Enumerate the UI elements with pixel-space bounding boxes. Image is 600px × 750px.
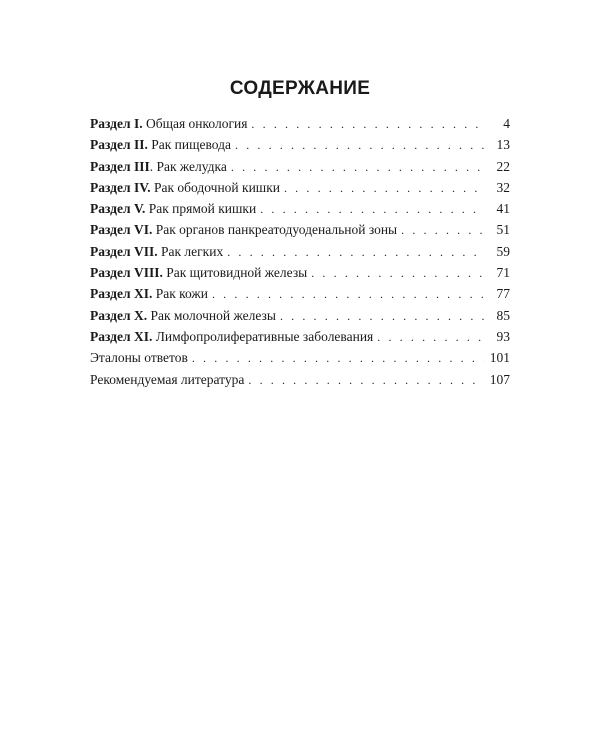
- toc-entry-section-4[interactable]: [90, 177, 510, 198]
- toc-entry-label: [90, 156, 227, 177]
- toc-section-number: Раздел X.: [90, 307, 148, 323]
- toc-entry-label: [90, 198, 256, 219]
- toc-section-number: Раздел III: [90, 158, 150, 174]
- toc-page-number: 51: [496, 222, 510, 238]
- dot-leader: [377, 327, 484, 348]
- toc-section-title: Общая онкология: [145, 116, 248, 131]
- toc-section-number: Раздел IV.: [90, 179, 151, 195]
- toc-section-number: Раздел II.: [90, 137, 148, 153]
- toc-section-number: Раздел XI.: [90, 286, 153, 302]
- toc-section-title: . Рак желудка: [149, 158, 227, 174]
- toc-entry-label: [90, 134, 231, 155]
- toc-section-number: Раздел V.: [90, 201, 146, 217]
- dot-leader: [235, 135, 484, 156]
- toc-section-title: Рак органов панкреатодуоденальной зоны: [155, 222, 398, 238]
- toc-entry-section-2[interactable]: [90, 134, 510, 155]
- dot-leader: [251, 114, 484, 135]
- dot-leader: [248, 370, 484, 391]
- toc-page-number: 32: [496, 179, 510, 195]
- toc-page-number: 107: [489, 371, 510, 387]
- toc-section-title: Рак кожи: [155, 286, 208, 302]
- toc-entry-section-1[interactable]: [90, 113, 510, 134]
- toc-entry-section-3[interactable]: [90, 156, 510, 177]
- toc-entry-label: [90, 283, 208, 304]
- toc-section-title: Рак легких: [160, 243, 224, 259]
- page-title: СОДЕРЖАНИЕ: [229, 78, 371, 99]
- toc-page-number: 4: [503, 116, 510, 131]
- toc-section-title: Рак молочной железы: [150, 307, 276, 323]
- toc-page-number: 93: [496, 328, 510, 344]
- toc-entry-section-11[interactable]: [90, 326, 510, 347]
- dot-leader: [192, 348, 484, 369]
- toc-entry-label: [90, 241, 223, 262]
- toc-section-number: Раздел XI.: [90, 328, 153, 344]
- toc-page-number: 85: [496, 307, 510, 323]
- toc-page-number: 101: [489, 350, 510, 366]
- toc-page-number: 13: [496, 137, 510, 153]
- toc-section-number: Раздел VI.: [90, 222, 153, 238]
- toc-entry-label: [90, 326, 373, 347]
- toc-entry-section-8[interactable]: [90, 262, 510, 283]
- toc-section-title: Рак прямой кишки: [148, 201, 257, 217]
- toc-entry-label: [90, 369, 244, 390]
- toc-page-number: 59: [496, 243, 510, 259]
- toc-section-number: Раздел I.: [90, 116, 143, 131]
- toc-entry-answer-keys[interactable]: [90, 347, 510, 368]
- toc-entry-label: [90, 219, 397, 240]
- dot-leader: [284, 178, 484, 199]
- toc-entry-references[interactable]: [90, 369, 510, 390]
- toc-page-number: 41: [496, 201, 510, 217]
- dot-leader: [401, 220, 484, 241]
- toc-entry-label: [90, 262, 307, 283]
- toc-section-title: Лимфопролиферативные заболевания: [155, 328, 374, 344]
- dot-leader: [227, 242, 484, 263]
- toc-section-title: Эталоны ответов: [90, 350, 188, 366]
- dot-leader: [212, 284, 484, 305]
- toc-entry-label: [90, 113, 247, 134]
- toc-section-number: Раздел VIII.: [90, 265, 163, 281]
- toc-entry-section-5[interactable]: [90, 198, 510, 219]
- toc-section-number: Раздел VII.: [90, 243, 158, 259]
- toc-section-title: Рекомендуемая литература: [90, 371, 245, 387]
- toc-section-title: Рак ободочной кишки: [153, 179, 280, 195]
- toc-entry-label: [90, 177, 280, 198]
- dot-leader: [280, 306, 484, 327]
- toc-section-title: Рак щитовидной железы: [166, 265, 308, 281]
- toc-section-title: Рак пищевода: [151, 137, 231, 153]
- toc-page-number: 71: [496, 265, 510, 281]
- toc-page-number: 22: [496, 158, 510, 174]
- dot-leader: [231, 157, 484, 178]
- toc-entry-section-7[interactable]: [90, 241, 510, 262]
- dot-leader: [311, 263, 484, 284]
- toc-entry-section-10[interactable]: [90, 305, 510, 326]
- dot-leader: [260, 199, 484, 220]
- toc-page-number: 77: [496, 286, 510, 302]
- table-of-contents: [90, 113, 510, 390]
- toc-entry-section-6[interactable]: [90, 219, 510, 240]
- toc-entry-label: [90, 305, 276, 326]
- toc-entry-section-9[interactable]: [90, 283, 510, 304]
- toc-entry-label: [90, 347, 188, 368]
